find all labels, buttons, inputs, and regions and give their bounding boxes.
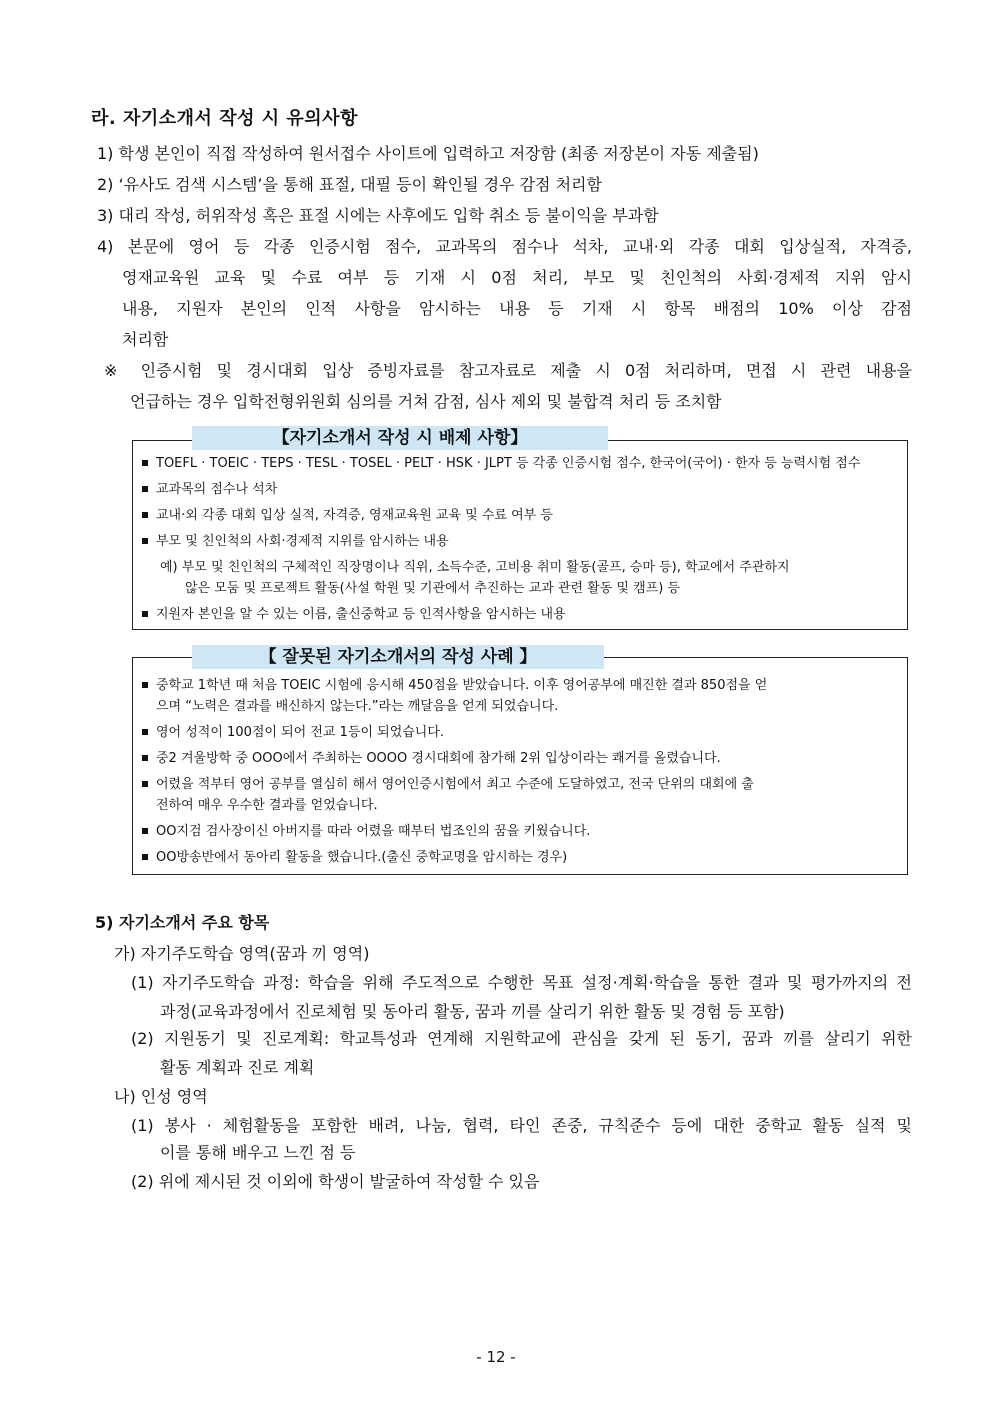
bullet-icon [142, 486, 148, 492]
wrong-examples-title: 【 잘못된 자기소개서의 작성 사례 】 [192, 645, 604, 669]
area-na: 나) 인성 영역 [114, 1087, 208, 1106]
wrong-example-continuation: 전하여 매우 우수한 결과를 얻었습니다. [156, 798, 378, 813]
exclusion-example-line-1: 예) 부모 및 친인척의 구체적인 직장명이나 직위, 소득수준, 고비용 취미 활동(골프, 승마 등), 학교에서 주관하지 [160, 560, 790, 575]
note-4-line-1: 4) 본문에 영어 등 각종 인증시험 점수, 교과목의 점수나 석차, 교내·외 각종 대회 입상실적, 자격증, [97, 237, 912, 256]
section-heading: 라. 자기소개서 작성 시 유의사항 [91, 108, 358, 129]
area-ga: 가) 자기주도학습 영역(꿈과 끼 영역) [114, 944, 370, 963]
bullet-icon [142, 512, 148, 518]
exclusion-item [142, 606, 566, 624]
wrong-example-text: OO방송반에서 동아리 활동을 했습니다.(출신 중학교명을 암시하는 경우) [156, 850, 568, 865]
wrong-example-item [142, 849, 567, 867]
exclusion-box-title: 【자기소개서 작성 시 배제 사항】 [192, 426, 608, 450]
note-3: 3) 대리 작성, 허위작성 혹은 표절 시에는 사후에도 입학 취소 등 불이익을 부과함 [97, 206, 659, 225]
na-1-line-1: (1) 봉사 · 체험활동을 포함한 배려, 나눔, 협력, 타인 존중, 규칙준수 등에 대한 중학교 활동 실적 및 [131, 1116, 912, 1135]
exclusion-item [142, 455, 860, 473]
bullet-icon [142, 460, 148, 466]
bullet-icon [142, 729, 148, 735]
wrong-example-continuation: 으며 “노력은 결과를 배신하지 않는다.”라는 깨달음을 얻게 되었습니다. [156, 699, 559, 714]
exclusion-item-text: 부모 및 친인척의 사회·경제적 지위를 암시하는 내용 [156, 534, 449, 549]
wrong-example-item [142, 750, 721, 768]
wrong-example-text: 영어 성적이 100점이 되어 전교 1등이 되었습니다. [156, 725, 445, 740]
bullet-icon [142, 611, 148, 617]
note-2: 2) ‘유사도 검색 시스템’을 통해 표절, 대필 등이 확인될 경우 감점 처리함 [97, 175, 602, 194]
wrong-example-item [142, 677, 767, 695]
na-1-line-2: 이를 통해 배우고 느낀 점 등 [160, 1143, 356, 1162]
bullet-icon [142, 538, 148, 544]
main-items-heading: 5) 자기소개서 주요 항목 [95, 913, 270, 932]
bullet-icon [142, 828, 148, 834]
wrong-example-text: 중학교 1학년 때 처음 TOEIC 시험에 응시해 450점을 받았습니다. 이후 영어공부에 매진한 결과 850점을 얻 [156, 678, 768, 693]
exclusion-item [142, 533, 449, 551]
ga-1-line-1: (1) 자기주도학습 과정: 학습을 위해 주도적으로 수행한 목표 설정·계획·학습을 통한 결과 및 평가까지의 전 [131, 973, 912, 992]
wrong-example-text: OO지검 검사장이신 아버지를 따라 어렸을 때부터 법조인의 꿈을 키웠습니다. [156, 824, 591, 839]
bullet-icon [142, 755, 148, 761]
note-4-line-3: 내용, 지원자 본인의 인적 사항을 암시하는 내용 등 기재 시 항목 배점의 10% 이상 감점 [122, 299, 912, 318]
exclusion-example-line-2: 않은 모둠 및 프로젝트 활동(사설 학원 및 기관에서 추진하는 교과 관련 활동 및 캠프) 등 [185, 581, 680, 596]
note-4-line-2: 영재교육원 교육 및 수료 여부 등 기재 시 0점 처리, 부모 및 친인척의 사회·경제적 지위 암시 [122, 268, 912, 287]
remark-line-1: ※ 인증시험 및 경시대회 입상 증빙자료를 참고자료로 제출 시 0점 처리하며, 면접 시 관련 내용을 [104, 361, 912, 380]
wrong-example-item [142, 823, 590, 841]
ga-1-line-2: 과정(교육과정에서 진로체험 및 동아리 활동, 꿈과 끼를 살리기 위한 활동 및 경험 등 포함) [160, 1002, 785, 1021]
note-4-line-4: 처리함 [122, 330, 169, 349]
exclusion-item [142, 481, 277, 499]
exclusion-item-text: 교과목의 점수나 석차 [156, 482, 278, 497]
bullet-icon [142, 781, 148, 787]
exclusion-item-text: 지원자 본인을 알 수 있는 이름, 출신중학교 등 인적사항을 암시하는 내용 [156, 607, 566, 622]
bullet-icon [142, 854, 148, 860]
page-number: - 12 - [476, 1348, 516, 1366]
exclusion-item-text: TOEFL · TOEIC · TEPS · TESL · TOSEL · PELT · HSK · JLPT 등 각종 인증시험 점수, 한국어(국어) · 한자 등 능력시험 점수 [156, 456, 861, 471]
wrong-example-text: 중2 겨울방학 중 OOO에서 주최하는 OOOO 경시대회에 참가해 2위 입상이라는 쾌거를 올렸습니다. [156, 751, 721, 766]
ga-2-line-2: 활동 계획과 진로 계획 [160, 1058, 315, 1077]
na-2: (2) 위에 제시된 것 이외에 학생이 발굴하여 작성할 수 있음 [131, 1172, 540, 1191]
exclusion-item-text: 교내·외 각종 대회 입상 실적, 자격증, 영재교육원 교육 및 수료 여부 등 [156, 508, 553, 523]
bullet-icon [142, 682, 148, 688]
wrong-example-item [142, 724, 444, 742]
wrong-example-item [142, 776, 754, 794]
wrong-example-text: 어렸을 적부터 영어 공부를 열심히 해서 영어인증시험에서 최고 수준에 도달하였고, 전국 단위의 대회에 출 [156, 777, 754, 792]
ga-2-line-1: (2) 지원동기 및 진로계획: 학교특성과 연계해 지원학교에 관심을 갖게 된 동기, 꿈과 끼를 살리기 위한 [131, 1029, 912, 1048]
remark-line-2: 언급하는 경우 입학전형위원회 심의를 거쳐 감점, 심사 제외 및 불합격 처리 등 조치함 [130, 392, 722, 411]
exclusion-item [142, 507, 553, 525]
note-1: 1) 학생 본인이 직접 작성하여 원서접수 사이트에 입력하고 저장함 (최종 저장본이 자동 제출됨) [97, 144, 759, 163]
